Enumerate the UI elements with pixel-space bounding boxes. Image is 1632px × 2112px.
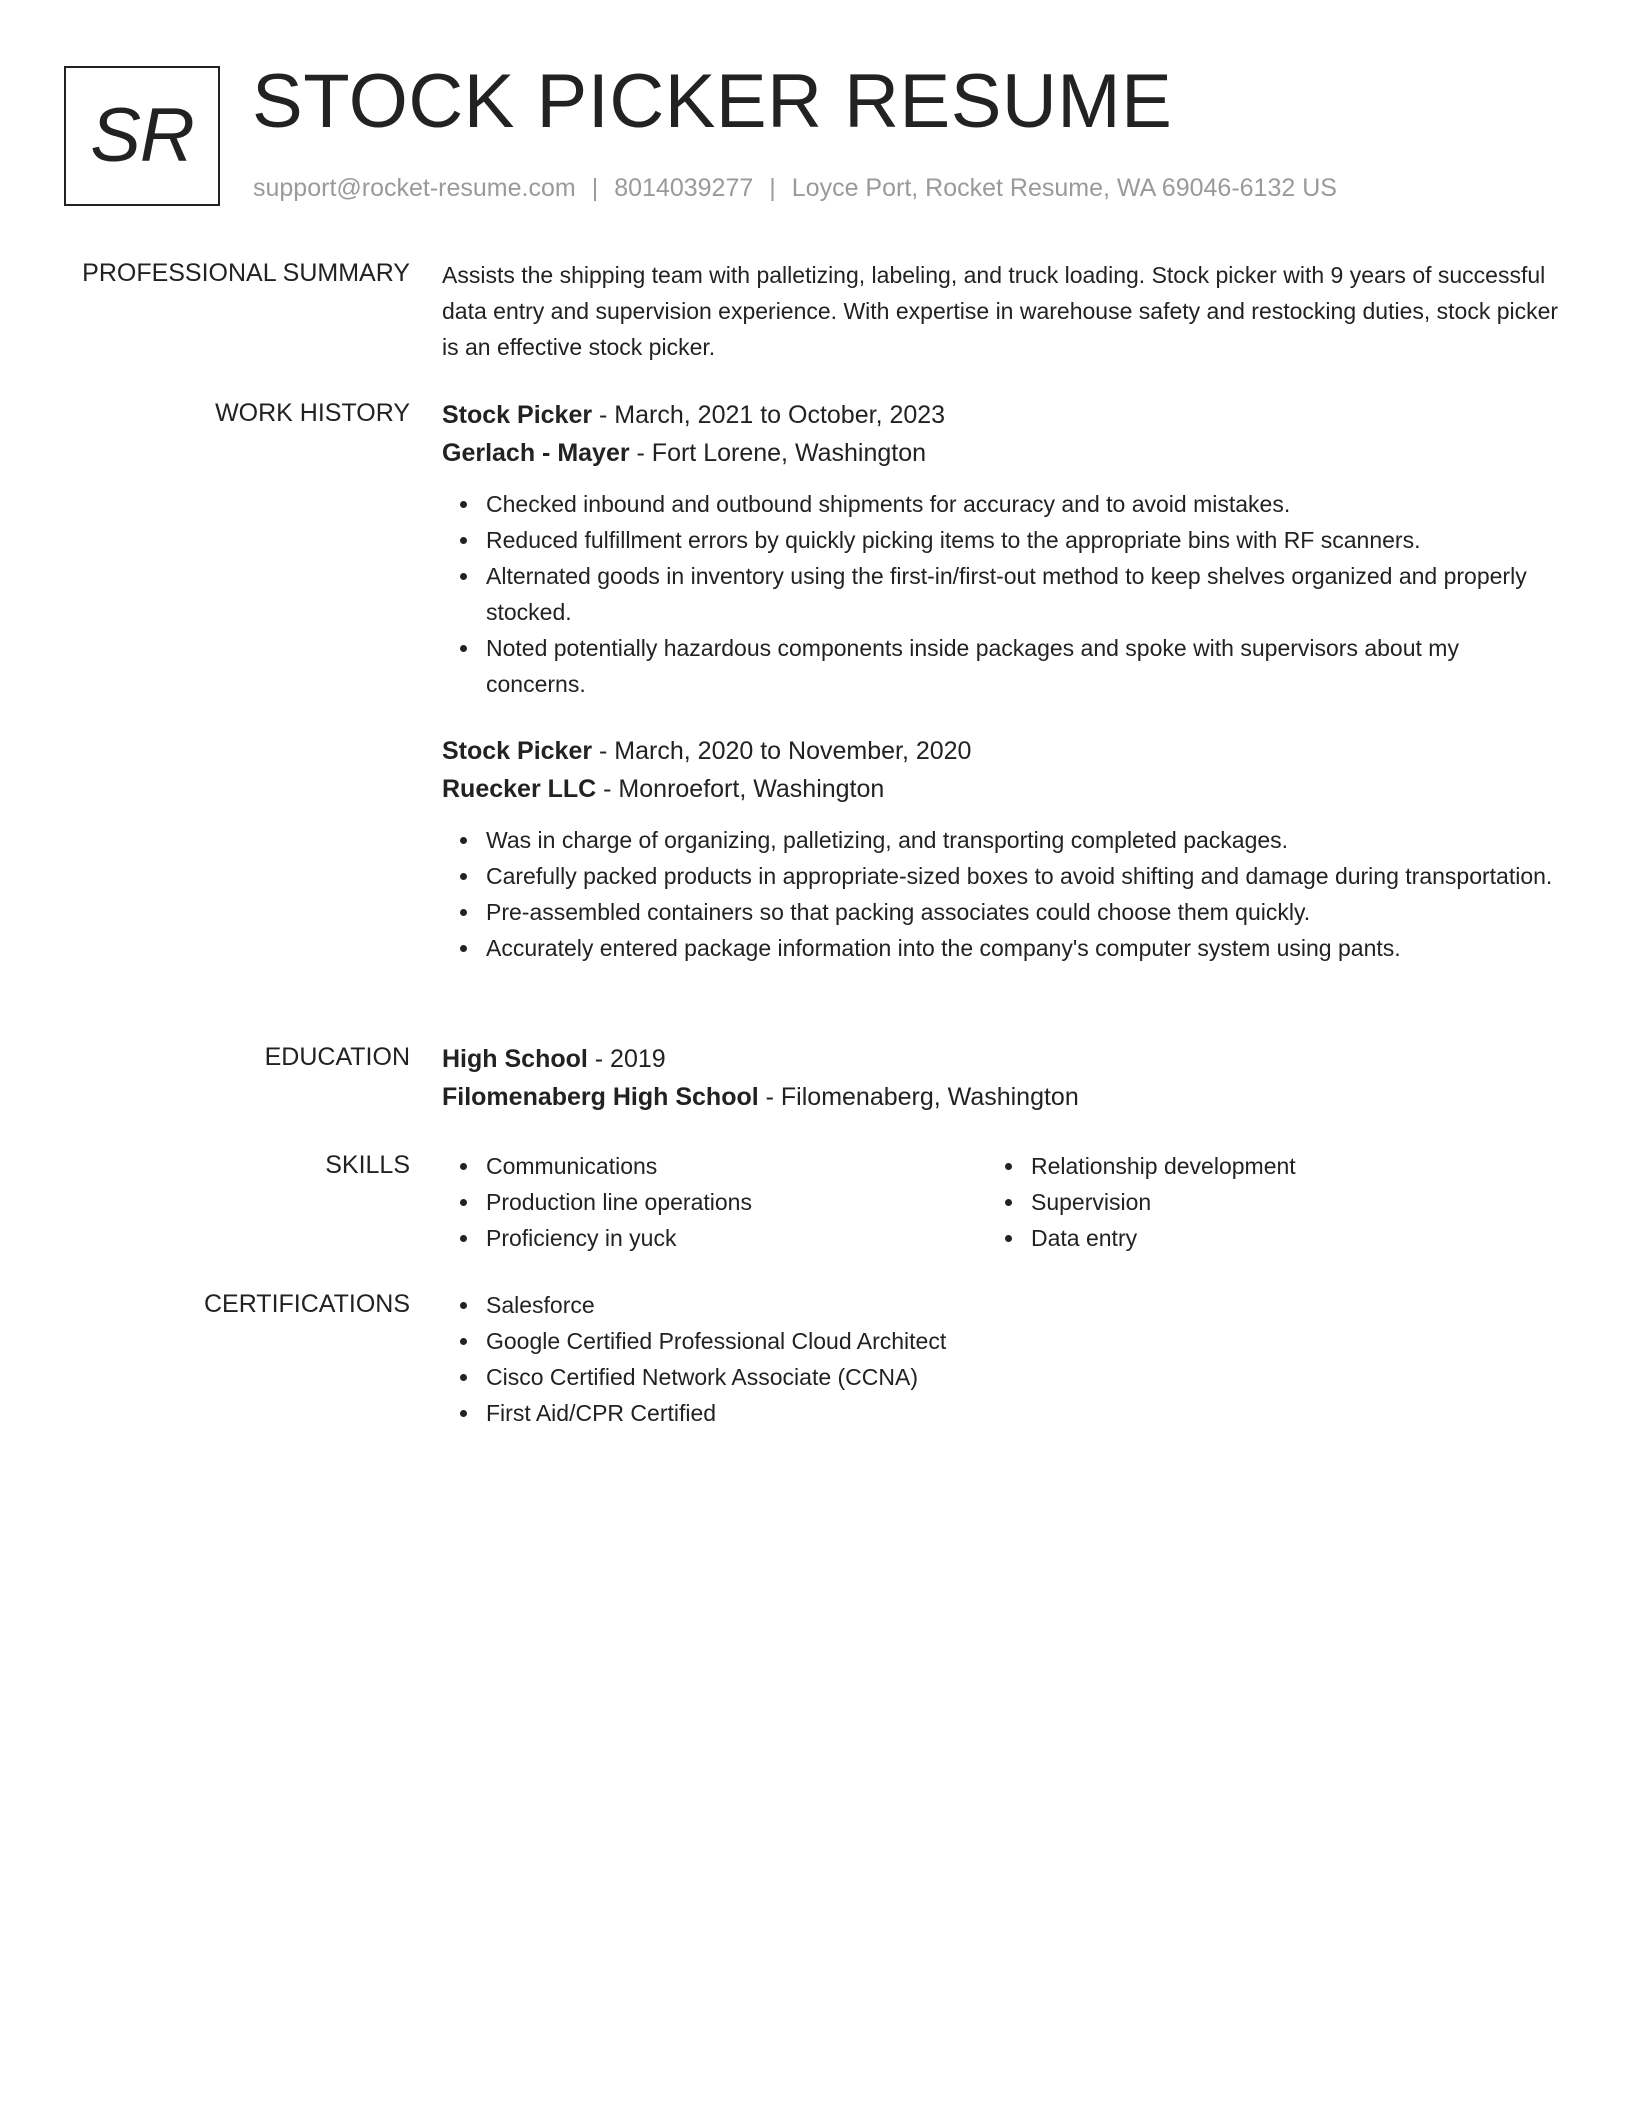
- resume-title: STOCK PICKER RESUME: [252, 59, 1173, 144]
- job-company-line: [442, 434, 1562, 472]
- skills-list: [987, 1148, 1487, 1256]
- education-location: - Filomenaberg, Washington: [758, 1083, 1079, 1111]
- summary-text: Assists the shipping team with palletizing, labeling, and truck loading. Stock picker with 9 years of successful data entry and supervision experience. With expertise in warehouse safety and restocking duties, stock picker is an effective stock picker.: [442, 262, 1559, 360]
- section-label-certifications: CERTIFICATIONS: [203, 1290, 410, 1318]
- job-company: Gerlach - Mayer: [442, 439, 630, 467]
- skills-column-1: [442, 1148, 987, 1256]
- education-school: Filomenaberg High School: [442, 1083, 759, 1111]
- section-label-summary: PROFESSIONAL SUMMARY: [82, 259, 410, 287]
- list-item: Salesforce: [486, 1287, 1562, 1323]
- education-degree-line: [442, 1040, 1562, 1078]
- job-entry: [442, 396, 1562, 702]
- job-company-line: [442, 770, 1562, 808]
- list-item: Relationship development: [1031, 1148, 1487, 1184]
- job-dates: - March, 2021 to October, 2023: [592, 401, 946, 429]
- job-bullets: [442, 822, 1562, 966]
- section-label-skills: SKILLS: [325, 1151, 410, 1179]
- summary-body: [442, 256, 1562, 365]
- list-item: Alternated goods in inventory using the first-in/first-out method to keep shelves organized and properly stocked.: [486, 558, 1562, 630]
- list-item: Checked inbound and outbound shipments for accuracy and to avoid mistakes.: [486, 486, 1562, 522]
- monogram-box: [64, 66, 220, 206]
- list-item: Noted potentially hazardous components inside packages and spoke with supervisors about my concerns.: [486, 630, 1562, 702]
- list-item: Production line operations: [486, 1184, 987, 1220]
- section-label-work-history: WORK HISTORY: [215, 399, 410, 427]
- job-dates: - March, 2020 to November, 2020: [592, 737, 972, 765]
- job-title: Stock Picker: [442, 737, 593, 765]
- job-title-line: [442, 396, 1562, 434]
- monogram-initials: SR: [90, 93, 194, 178]
- education-body: [442, 1040, 1562, 1116]
- job-title: Stock Picker: [442, 401, 593, 429]
- contact-separator: |: [769, 174, 776, 202]
- section-label-education: EDUCATION: [264, 1043, 410, 1071]
- contact-email: support@rocket-resume.com: [253, 174, 576, 202]
- skills-column-2: [987, 1148, 1487, 1256]
- list-item: Supervision: [1031, 1184, 1487, 1220]
- education-school-line: [442, 1078, 1562, 1116]
- list-item: Pre-assembled containers so that packing associates could choose them quickly.: [486, 894, 1562, 930]
- job-location: - Fort Lorene, Washington: [629, 439, 927, 467]
- list-item: Was in charge of organizing, palletizing, and transporting completed packages.: [486, 822, 1562, 858]
- list-item: Accurately entered package information into the company's computer system using pants.: [486, 930, 1562, 966]
- list-item: Communications: [486, 1148, 987, 1184]
- certifications-body: [442, 1287, 1562, 1431]
- certifications-list: [442, 1287, 1562, 1431]
- contact-line: [253, 172, 1337, 204]
- job-location: - Monroefort, Washington: [596, 775, 885, 803]
- list-item: Data entry: [1031, 1220, 1487, 1256]
- skills-body: [442, 1148, 1562, 1256]
- job-title-line: [442, 732, 1562, 770]
- job-company: Ruecker LLC: [442, 775, 597, 803]
- list-item: Google Certified Professional Cloud Architect: [486, 1323, 1562, 1359]
- job-bullets: [442, 486, 1562, 702]
- job-entry: [442, 732, 1562, 966]
- list-item: Reduced fulfillment errors by quickly picking items to the appropriate bins with RF scanners.: [486, 522, 1562, 558]
- list-item: Carefully packed products in appropriate-sized boxes to avoid shifting and damage during transportation.: [486, 858, 1562, 894]
- list-item: Proficiency in yuck: [486, 1220, 987, 1256]
- list-item: Cisco Certified Network Associate (CCNA): [486, 1359, 1562, 1395]
- list-item: First Aid/CPR Certified: [486, 1395, 1562, 1431]
- contact-separator: |: [591, 174, 599, 202]
- work-history-body: [442, 396, 1562, 966]
- contact-phone: 8014039277: [614, 174, 754, 202]
- skills-list: [442, 1148, 987, 1256]
- education-year: - 2019: [587, 1045, 666, 1073]
- education-degree: High School: [442, 1045, 588, 1073]
- contact-address: Loyce Port, Rocket Resume, WA 69046-6132 US: [791, 174, 1337, 202]
